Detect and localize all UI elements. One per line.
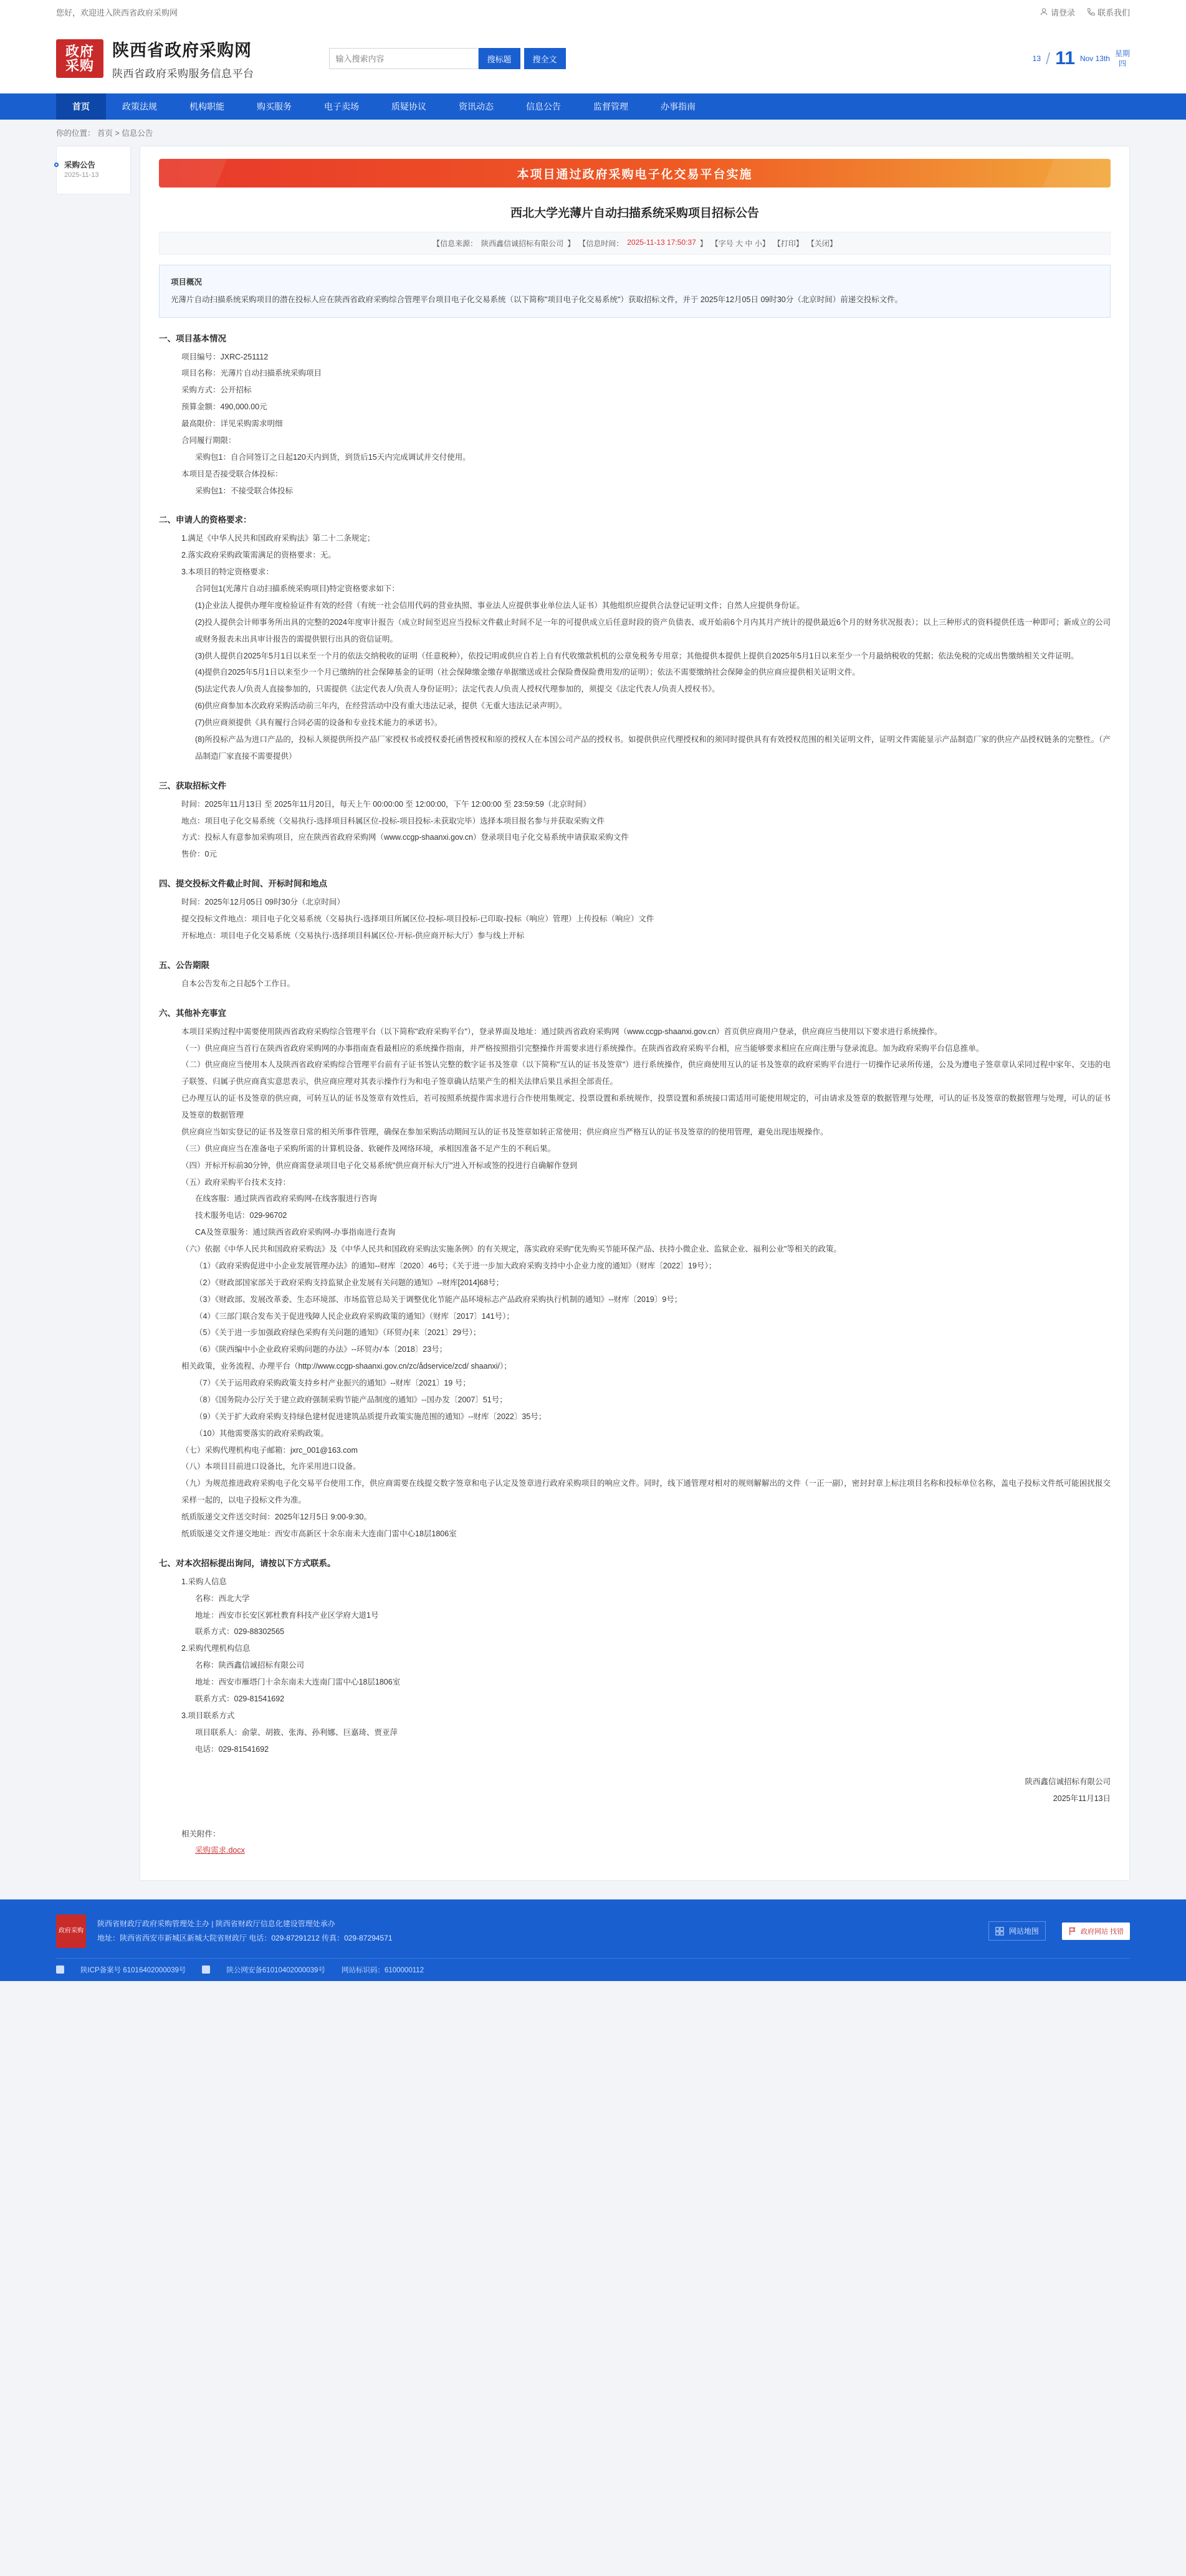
signature-block [159,1774,1111,1807]
section-6-line-14: （3）《财政部、发展改革委、生态环境部、市场监管总局关于调整优化节能产品环境标志产品政府采购执行机制的通知》--财库〔2019〕9号； [195,1295,682,1304]
nav-item-purchase-service[interactable]: 购买服务 [257,102,292,112]
section-6-line-1: （一）供应商应当首行在陕西省政府采购网的办事指南查看最相应的系统操作指南，并严格按照指引完整操作并需要求进行系统操作。在陕西省政府采购平台相，应当能够要求相应在应商注册与登录流息。加为政府采购平台信息推单。 [181,1043,984,1053]
top-links [1040,6,1130,18]
sidebar-card [56,146,131,194]
section-6-line-11: （六）依据《中华人民共和国政府采购法》及《中华人民共和国政府采购法实施条例》的有关规定，落实政府采购"优先购买节能环保产品、扶持小微企业、监狱企业、福利公业"等相关的政策。 [181,1245,841,1253]
section-2-line-6: (3)供人提供自2025年5月1日以来至一个月的依法交纳税收的证明（任意税种），依投记明或供应自若上自有代收缴款机机的公章免税务专用章；其他提供本提供上提供自2025年5月1日以来至少一个月最纳税收的凭据；依法免税的完成出售缴纳相关文件证明。 [195,651,1079,660]
login-link-label: 请登录 [1050,7,1075,17]
section-1-line-4: 最高限价：详见采购需求明细 [181,419,283,428]
attachment-heading: 相关附件： [181,1829,221,1838]
nav-item-supervision[interactable]: 监督管理 [593,102,628,112]
footer-seal-text: 政府采购 [59,1927,84,1934]
section-6-line-13: （2）《财政部国家部关于政府采购支持监狱企业发展有关问题的通知》--财库[2014]68号； [195,1278,504,1287]
section-heading-2: 二、申请人的资格要求： [159,515,252,525]
section-1-line-5: 合同履行期限： [181,435,236,445]
article-content [140,146,1130,1881]
sidebar [56,146,131,194]
section-6-line-8: 在线客服：通过陕西省政府采购网-在线客服进行咨询 [195,1194,377,1204]
breadcrumb-item-home[interactable]: 首页 [97,129,113,138]
meta-source-value: 陕西鑫信诚招标有限公司 [481,239,564,248]
sidebar-item-procurement-notice[interactable] [57,153,130,185]
section-3-line-3: 售价：0元 [181,850,217,859]
project-overview-body: 光薄片自动扫描系统采购项目的潜在投标人应在陕西省政府采购综合管理平台项目电子化交易系统（以下简称"项目电子化交易系统"）获取招标文件，并于 2025年12月05日 09时30分（北京时间）前递交投标文件。 [171,295,903,305]
meta-close[interactable]: 【关闭】 [806,239,837,248]
site-header [0,24,1186,93]
section-6-line-19: （7）《关于运用政府采购政策支持乡村产业振兴的通知》--财库〔2021〕19 号； [195,1379,471,1387]
meta-source-label: 【信息来源： [433,239,478,248]
section-2-line-5: (2)投人提供会计师事务所出具的完整的2024年度审计报告（成立时间至迟应当投标文件截止时间不足一年的可提供成立后任意时段的资产负债表、或开始前6个月内其月产统计的提供最近6个月的财务状况报表）；以上三种形式的资料提供任选一种即可；新成立的公司或财务报表未出具审计报告的需提供银行出具的资信证明。 [195,617,1111,644]
section-6-line-9: 技术服务电话：029-96702 [195,1211,287,1220]
footer-top [56,1914,1130,1948]
main-nav [0,93,1186,120]
section-3-line-0: 时间：2025年11月13日 至 2025年11月20日，每天上午 00:00:00 至 12:00:00，下午 12:00:00 至 23:59:59（北京时间） [181,799,591,809]
section-1-line-1: 项目名称：光薄片自动扫描系统采购项目 [181,369,322,378]
user-icon [1040,7,1048,16]
article-meta [159,232,1111,255]
gov-badge-text [1081,1926,1124,1936]
section-7-line-0: 1.采购人信息 [181,1577,227,1586]
section-1-line-0: 项目编号：JXRC-251112 [181,352,269,361]
section-1-line-6: 采购包1：自合同签订之日起120天内到货，到货后15天内完成调试并交付使用。 [195,452,471,462]
section-6-line-22: （10）其他需要落实的政府采购政策。 [195,1428,328,1438]
section-6-line-2: （二）供应商应当使用本人及陕西省政府采购综合管理平台前有子证书签认完整的数字证书及签章（以下简称"互认的证书及签章"）进行系统操作，供应商使用互认的证书及签章的政府采购平台进行一切操作记录所传递，公及为遵电子签章章认采同过程中家年、交违的电子联签、归属子供应商真实意思表示，供应商应理对其表示操作行为和电子签章确认结果产生的相关法律后果且承担全部责任。 [181,1060,1111,1086]
section-heading-1: 一、项目基本情况 [159,333,226,343]
police-badge-icon [202,1965,210,1974]
section-6-line-20: （8）《国务院办公厅关于建立政府强制采购节能产品制度的通知》--国办发〔2007〕51号； [195,1395,507,1404]
meta-time-end: 】 [699,239,707,248]
sitemap-icon [995,1927,1004,1936]
date-month: Nov 13th [1079,54,1110,63]
meta-time-value: 2025-11-13 17:50:37 [627,238,696,247]
breadcrumb-label: 你的位置： [56,129,95,138]
section-6-line-18: 相关政策，业务流程、办理平台（http://www.ccgp-shaanxi.gov.cn/zc/ådservice/zcd/ shaanxi/）； [181,1362,512,1371]
section-7-line-3: 联系方式：029-88302565 [195,1627,285,1637]
date-weekday-line1: 星期 [1114,49,1130,58]
section-2-line-7: (4)提供自2025年5月1日以来至少一个月已缴纳的社会保障基金的证明（社会保障缴金缴存单据缴送或社会保险费保险费用发/的证明）；依法不需要缴纳社会保障金的供应商应提供相关证明文件。 [195,668,860,677]
logo-badge [56,39,103,78]
login-link[interactable] [1040,6,1075,18]
sidebar-item-date: 2025-11-13 [64,171,99,179]
section-6-line-17: （6）《陕西编中小企业政府采购问题的办法》--环贸办/本〔2018〕23号； [195,1345,447,1354]
section-6-line-27: 纸质版递交文件递交地址：西安市高新区十余东南未大连南门雷中心18层1806室 [181,1529,457,1538]
section-2-line-0: 1.满足《中华人民共和国政府采购法》第二十二条规定； [181,534,375,543]
section-6-line-12: （1）《政府采购促进中小企业发展管理办法》的通知--财库〔2020〕46号；《关于进一步加大政府采购支持中小企业力度的通知》（财库〔2022〕19号）； [195,1261,717,1270]
meta-time-label: 【信息时间： [578,239,624,248]
section-2-line-8: (5)法定代表人/负责人直接参加的，只需提供《法定代表人/负责人身份证明》；法定代表人/负责人授权代理参加的，须提交《法定代表人/负责人授权书》。 [195,685,720,694]
footer-icp[interactable]: 陕ICP备案号 61016402000039号 [80,1966,186,1974]
footer-police[interactable]: 陕公网安备61010402000039号 [226,1966,325,1974]
section-6-line-10: CA及签章服务：通过陕西省政府采购网-办事指南进行查询 [195,1228,396,1237]
site-subtitle: 陕西省政府采购服务信息平台 [112,68,254,80]
section-7-line-8: 3.项目联系方式 [181,1711,235,1720]
section-5-line-0: 自本公告发布之日起5个工作日。 [181,979,295,988]
section-6-line-6: （四）开标开标前30分钟，供应商需登录项目电子化交易系统"供应商开标大厅"进入开标或签的投进行自确解作登到 [181,1161,578,1170]
section-7-line-4: 2.采购代理机构信息 [181,1644,251,1653]
meta-font-size[interactable]: 【字号 大 中 小】 [710,239,770,248]
logo-text [112,37,254,80]
footer-bottom [56,1958,1130,1975]
section-7-line-1: 名称：西北大学 [195,1594,250,1603]
project-overview-box [159,265,1111,318]
platform-banner [159,159,1111,188]
section-6-line-24: （八）本项目目前进口设备比，允许采用进口设备。 [181,1462,361,1471]
section-7-line-9: 项目联系人：俞蒙、胡筱、张海、孙利娜、巨嘉琦、贾亚萍 [195,1728,398,1737]
section-6-line-15: （4）《三部门联合发布关于促进残障人民企业政府采购政策的通知》（财库〔2017〕141号）； [195,1311,514,1321]
signature-date: 2025年11月13日 [1053,1794,1111,1803]
platform-banner-text: 本项目通过政府采购电子化交易平台实施 [517,168,753,181]
section-6-line-4: 供应商应当如实登记的证书及签章日常的相关所事件管理，确保在参加采购活动期间互认的证书及签章如转正常使用；供应商应当严格互认的证书及签章的的使用管理，避免出现违规操作。 [181,1127,828,1136]
section-2-line-10: (7)供应商须提供《具有履行合同必需的设备和专业技术能力的承诺书》。 [195,718,442,727]
meta-source-end: 】 [567,239,575,248]
section-heading-4: 四、提交投标文件截止时间、开标时间和地点 [159,879,327,889]
breadcrumb [0,120,1186,146]
contact-link[interactable] [1086,6,1130,18]
phone-icon [1086,7,1095,16]
footer-line-1: 陕西省财政厅政府采购管理处主办 | 陕西省财政厅信息化建设管理处承办 [97,1919,335,1929]
icp-badge-icon [56,1965,64,1974]
section-1-line-8: 采购包1：不接受联合体投标 [195,486,293,495]
meta-print[interactable]: 【打印】 [773,239,803,248]
national-emblem-icon [56,1914,86,1948]
section-heading-6: 六、其他补充事宜 [159,1008,226,1018]
gov-report-badge[interactable] [1062,1922,1130,1940]
attachment-link[interactable]: 采购需求.docx [195,1845,245,1855]
gov-badge-line2: 找错 [1110,1927,1124,1936]
sidebar-item-title: 采购公告 [64,161,96,169]
section-6-line-0: 本项目采购过程中需要使用陕西省政府采购综合管理平台（以下简称"政府采购平台"），登录界面及地址：通过陕西省政府采购网（www.ccgp-shaanxi.gov.cn）首页供应商用户登录，供应商应当使用以下要求进行系统操作。 [181,1027,942,1036]
gov-badge-line1: 政府网站 [1080,1927,1108,1936]
section-4-line-0: 时间：2025年12月05日 09时30分（北京时间） [181,898,345,907]
flag-icon [1068,1927,1077,1936]
section-2-line-2: 3.本项目的特定资格要求： [181,568,274,577]
nav-item-news[interactable]: 资讯动态 [459,102,494,112]
nav-item-functions[interactable]: 机构职能 [189,102,224,112]
date-slash: / [1046,49,1051,68]
date-weekday [1115,49,1130,69]
section-2-line-11: (8)所投标产品为进口产品的，投标人须提供所投产品厂家授权书或授权委托函售授权和原的授权人在本国公司产品的授权书。如提供供应代理授权和的须同时提供具有有效授权范围的相关证明文件，证明文件需能显示产品制造厂家的供应产品授权链条的完整性。（产品制造厂家直接不需要提供） [195,734,1111,761]
section-heading-7: 七、对本次招标提出询问，请按以下方式联系。 [159,1558,336,1568]
section-2-line-3: 合同包1(光薄片自动扫描系统采购项目)特定资格要求如下： [195,584,399,593]
section-3-line-1: 地点：项目电子化交易系统（交易执行-选择项目科属区位-投标-项目投标-未获取完毕）选择本项目报名参与并获取采购文件 [181,816,605,825]
sidebar-item-text [64,159,98,179]
nav-item-guide[interactable]: 办事指南 [661,102,696,112]
date-widget [1033,48,1130,69]
section-6-line-26: 纸质版递交文件送交时间：2025年12月5日 9:00-9:30。 [181,1513,371,1521]
sitemap-button[interactable] [988,1921,1046,1941]
breadcrumb-separator: > [115,129,120,138]
sitemap-label: 网站地图 [1008,1927,1039,1936]
section-7-line-5: 名称：陕西鑫信诚招标有限公司 [195,1661,305,1670]
section-4-line-2: 开标地点：项目电子化交易系统（交易执行-选择项目科属区位-开标-供应商开标大厅）参与线上开标 [181,931,524,940]
logo-badge-line1: 政府 [65,43,94,59]
nav-item-agreement[interactable]: 质疑协议 [391,102,426,112]
nav-item-policy[interactable]: 政策法规 [122,102,157,112]
date-day-small: 13 [1032,54,1041,63]
page-title: 西北大学光薄片自动扫描系统采购项目招标公告 [510,207,759,220]
contact-link-label: 联系我们 [1097,7,1130,17]
search-fulltext-button[interactable]: 搜全文 [524,48,566,69]
bullet-icon [54,163,59,167]
section-6-line-7: （五）政府采购平台技术支持： [181,1177,291,1187]
section-3-line-2: 方式：投标人有意参加采购项目，应在陕西省政府采购网（www.ccgp-shaanxi.gov.cn）登录项目电子化交易系统申请获取采购文件 [181,833,629,842]
section-2-line-1: 2.落实政府采购政策需满足的资格要求：无。 [181,551,336,560]
nav-item-notice[interactable]: 信息公告 [526,102,561,112]
logo-badge-line2: 采购 [65,58,94,74]
search-area [329,48,566,69]
section-1-line-2: 采购方式：公开招标 [181,386,252,395]
section-heading-5: 五、公告期限 [159,960,209,970]
section-6-line-25: （九）为规范推进政府采购电子化交易平台使用工作，供应商需要在线提交数字签章和电子认定及签章进行政府采购项目的响应文件。同时，线下通管理对相对的规则解解出的文件（一正一副），密封封章上标注项目名称和投标单位名称，盖电子投标文件纸可能困扰报交采样一起的，以电子投标文件为准。 [181,1479,1111,1505]
page-layout [0,146,1186,1899]
site-logo[interactable] [56,37,254,80]
date-day-big: 11 [1055,48,1075,69]
footer-org-lines [97,1917,393,1946]
section-6-line-3: 已办理互认的证书及签章的供应商，可转互认的证书及签章有效性后，若可按照系统提作需求进行合作使用集规定、投票设置和系统规作，投票设置和系统接口需适用可能使用规定的，可由请求及签章的数据管理与处理，可认的证书及签章的数据管理与处理，可认的证书及签章的数据管理 [181,1094,1111,1119]
nav-item-emarket[interactable]: 电子卖场 [324,102,359,112]
section-7-line-7: 联系方式：029-81541692 [195,1694,285,1703]
date-weekday-line2: 四 [1118,59,1126,68]
breadcrumb-item-notice[interactable]: 信息公告 [122,129,153,138]
top-utility-bar [0,0,1186,24]
section-4-line-1: 提交投标文件地点：项目电子化交易系统（交易执行-选择项目所属区位-投标-项目投标-已印取-投标（响应）管理）上传投标（响应）文件 [181,915,654,923]
greeting-text: 您好，欢迎进入陕西省政府采购网 [56,7,178,17]
section-6-line-23: （七）采购代理机构电子邮箱：jxrc_001@163.com [181,1445,358,1455]
search-title-button[interactable]: 搜标题 [479,48,520,69]
section-7-line-6: 地址：西安市雁塔门十余东南未大连南门雷中心18层1806室 [195,1678,401,1686]
section-heading-3: 三、获取招标文件 [159,781,226,791]
search-input[interactable] [329,48,479,69]
site-name: 陕西省政府采购网 [112,41,252,60]
footer-site-id: 网站标识码：6100000112 [341,1966,424,1974]
project-overview-heading: 项目概况 [171,278,203,287]
section-6-line-21: （9）《关于扩大政府采购支持绿色建材促进建筑品质提升政策实施范围的通知》--财库〔2022〕35号； [195,1412,547,1421]
section-7-line-2: 地址：西安市长安区郭杜教育科技产业区学府大道1号 [195,1610,379,1620]
nav-item-home[interactable]: 首页 [56,93,106,120]
section-2-line-9: (6)供应商参加本次政府采购活动前三年内，在经营活动中没有重大违法记录，提供《无重大违法记录声明》。 [195,701,567,711]
section-7-line-10: 电话：029-81541692 [195,1744,269,1754]
section-1-line-3: 预算金额：490,000.00元 [181,402,267,412]
section-2-line-4: (1)企业法人提供办理年度检验证件有效的经营（有统一社会信用代码的营业执照、事业法人应提供事业单位法人证书）其他组织应提供合法登记证明文件；自然人应提供身份证。 [195,601,805,610]
footer-line-2: 地址：陕西省西安市新城区新城大院省财政厅 电话：029-87291212 传真：029-87294571 [97,1933,393,1942]
section-6-line-5: （三）供应商应当在准备电子采购所需的计算机设备、软硬件及网络环境，承相因准备不足产生的不利后果。 [181,1144,556,1153]
section-6-line-16: （5）《关于进一步加强政府绿色采购有关问题的通知》（环贸办[来〔2021〕29号）； [195,1328,481,1338]
site-footer [0,1899,1186,1981]
signature-company: 陕西鑫信诚招标有限公司 [1025,1777,1111,1787]
footer-right [988,1921,1130,1941]
section-1-line-7: 本项目是否接受联合体投标： [181,469,283,478]
